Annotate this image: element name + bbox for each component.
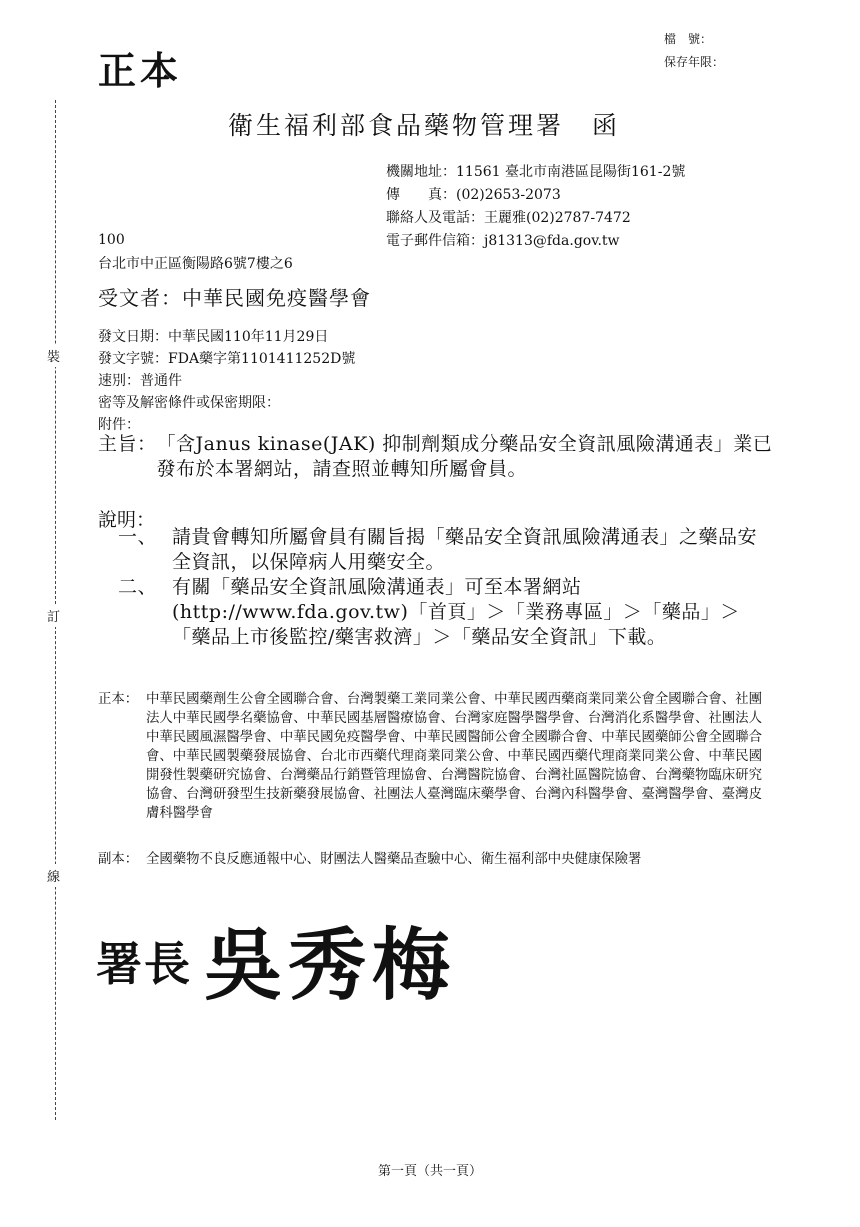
- letter-type: 函: [592, 111, 621, 140]
- agency-fax: 傳 真：(02)2653-2073: [386, 187, 561, 203]
- delivery-speed: 速別：普通件: [98, 373, 182, 389]
- copy-label: 副本：: [98, 852, 139, 867]
- explanation-label: 說明：: [98, 509, 156, 531]
- document-number: 發文字號：FDA藥字第1101411252D號: [98, 351, 356, 367]
- document-title: [228, 106, 620, 142]
- explanation-item: [118, 525, 768, 575]
- explanation-item: [118, 575, 768, 650]
- item-text: 有關「藥品安全資訊風險溝通表」可至本署網站(http://www.fda.gov.tw)「首頁」＞「業務專區」＞「藥品」＞「藥品上市後監控/藥害救濟」＞「藥品安全資訊」下載。: [172, 576, 740, 648]
- contact-person: 聯絡人及電話：王麗雅(02)2787-7472: [386, 210, 631, 226]
- item-number: 一、: [118, 526, 158, 548]
- director-signature: [96, 900, 496, 1010]
- original-label: 正本：: [98, 692, 139, 707]
- document-type-stamp: 正本: [98, 48, 183, 93]
- agency-address: 機關地址：11561 臺北市南港區昆陽街161-2號: [386, 164, 686, 180]
- signature-title: 署長: [96, 937, 192, 991]
- subject-section: [98, 432, 776, 482]
- page-footer: 第一頁（共一頁）: [377, 1164, 482, 1179]
- item-number: 二、: [118, 576, 158, 598]
- copy-list: 全國藥物不良反應通報中心、財團法人醫藥品查驗中心、衛生福利部中央健康保險署: [146, 852, 642, 867]
- subject-text: 「含Janus kinase(JAK) 抑制劑類成分藥品安全資訊風險溝通表」業已發布於本署網站，請查照並轉知所屬會員。: [156, 433, 773, 480]
- copy-recipients: [98, 850, 770, 869]
- retention-period-label: 保存年限：: [664, 55, 725, 69]
- signature-name: 吳秀梅: [204, 920, 457, 1010]
- item-text: 請貴會轉知所屬會員有關旨揭「藥品安全資訊風險溝通表」之藥品安全資訊，以保障病人用藥安全。: [172, 526, 758, 573]
- recipient-zip: 100: [98, 232, 125, 248]
- secrecy-level: 密等及解密條件或保密期限：: [98, 395, 280, 411]
- recipient: 受文者：中華民國免疫醫學會: [98, 286, 371, 310]
- agency-name: 衛生福利部食品藥物管理署: [228, 111, 565, 140]
- contact-email: 電子郵件信箱：j81313@fda.gov.tw: [386, 233, 620, 249]
- attachment: 附件：: [98, 417, 140, 433]
- binding-mark-ding: 訂: [47, 604, 60, 627]
- issue-date: 發文日期：中華民國110年11月29日: [98, 329, 329, 345]
- original-recipients: [98, 690, 770, 823]
- subject-label: 主旨：: [98, 433, 157, 455]
- archive-number-label: 檔 號：: [664, 32, 713, 46]
- binding-mark-xian: 線: [47, 864, 60, 887]
- original-list: 中華民國藥劑生公會全國聯合會、台灣製藥工業同業公會、中華民國西藥商業同業公會全國聯合會、社團法人中華民國學名藥協會、中華民國基層醫療協會、台灣家庭醫學醫學會、台灣消化系醫學會、社團法人中華民國風濕醫學會、中華民國免疫醫學會、中華民國醫師公會全國聯合會、中華民國藥師公會全國聯合會、中華民國製藥發展協會、台北市西藥代理商業同業公會、中華民國西藥代理商業同業公會、中華民國開發性製藥研究協會、台灣藥品行銷暨管理協會、台灣醫院協會、台灣社區醫院協會、台灣藥物臨床研究協會、台灣研發型生技新藥發展協會、社團法人臺灣臨床藥學會、台灣內科醫學會、臺灣醫學會、臺灣皮膚科醫學會: [146, 692, 762, 821]
- recipient-address: 台北市中正區衡陽路6號7樓之6: [98, 256, 293, 272]
- binding-mark-zhuang: 裝: [47, 344, 60, 367]
